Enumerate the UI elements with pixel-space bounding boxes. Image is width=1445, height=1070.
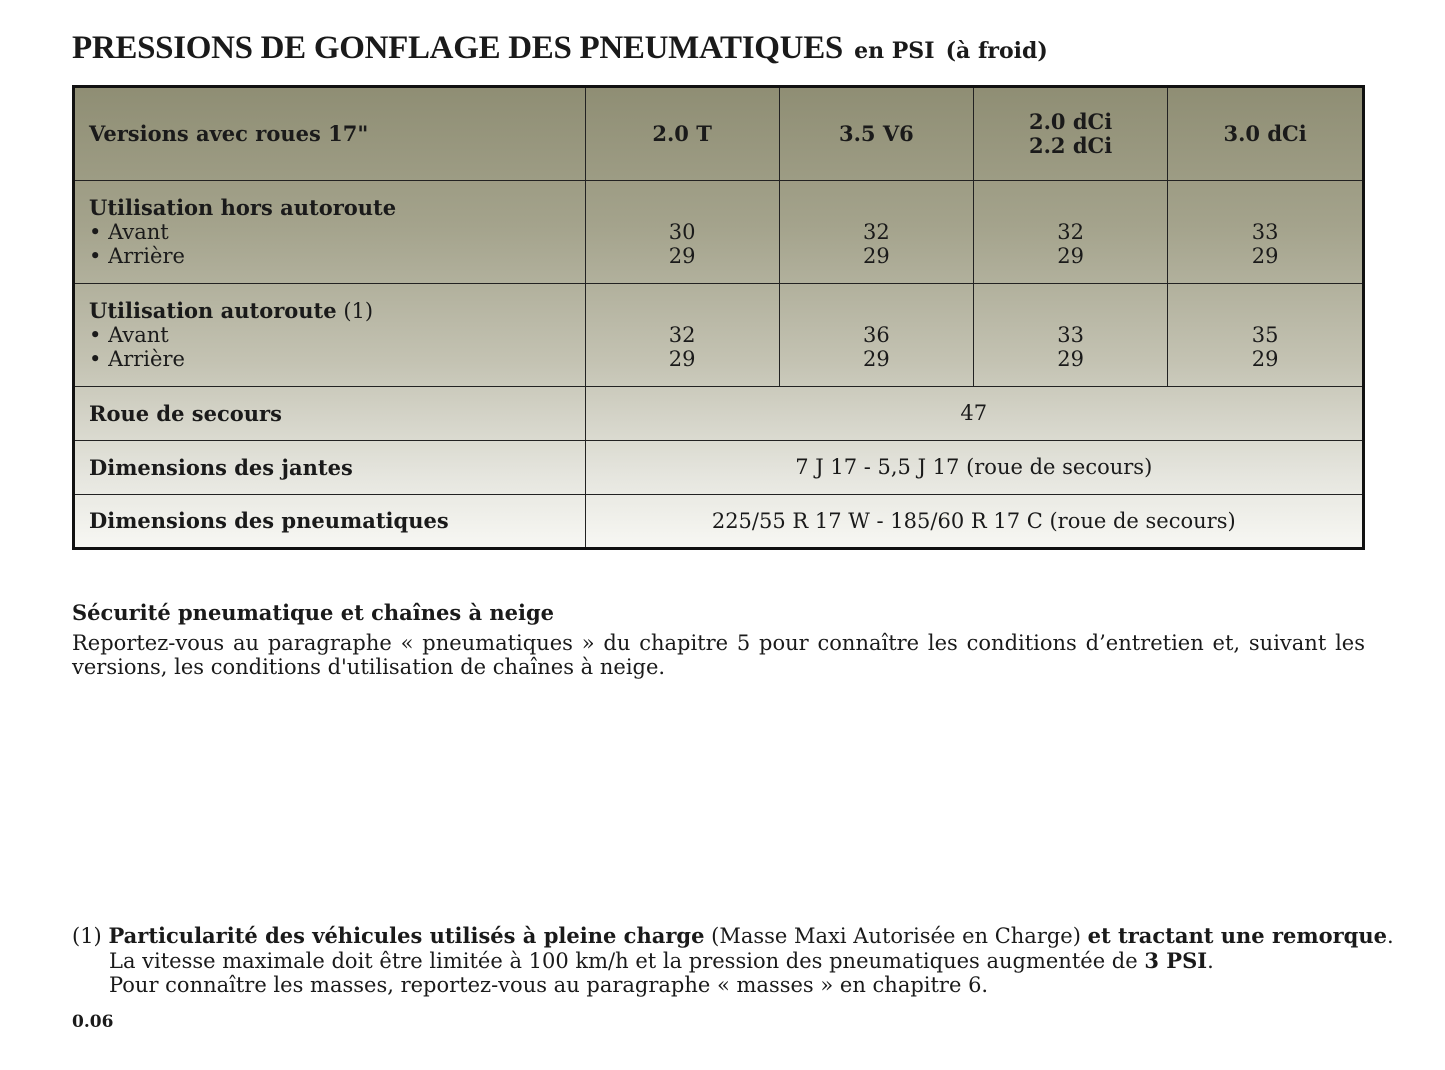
spare-label: Roue de secours (75, 386, 585, 440)
offroad-rear-label: • Arrière (89, 243, 185, 268)
footnote-normal-1: (Masse Maxi Autorisée en Charge) (711, 924, 1081, 948)
highway-rear-label: • Arrière (89, 346, 185, 371)
offroad-title: Utilisation hors autoroute (89, 194, 397, 220)
highway-cell: 35 29 (1168, 283, 1362, 386)
title-main: PRESSIONS DE GONFLAGE DES PNEUMATIQUES (72, 30, 843, 66)
header-col-2-0-dci: 2.0 dCi (1029, 108, 1113, 134)
offroad-front-label: • Avant (89, 219, 169, 244)
header-col-2-0-t: 2.0 T (585, 88, 779, 180)
header-col-3-5-v6: 3.5 V6 (779, 88, 973, 180)
header-versions-label: Versions avec roues 17" (75, 88, 585, 180)
footnote-marker: (1) (72, 924, 102, 948)
header-col-dci (974, 88, 1168, 180)
offroad-cell: 32 29 (974, 180, 1168, 283)
footnote-line-2: La vitesse maximale doit être limitée à 100 km/h et la pression des pneumatiques augmentée de 3 PSI. (109, 947, 1214, 973)
tires-value: 225/55 R 17 W - 185/60 R 17 C (roue de secours) (585, 494, 1362, 547)
footnote-bold-1: Particularité des véhicules utilisés à pleine charge (108, 923, 705, 948)
title-unit: en PSI (854, 38, 935, 64)
table-row-tires (75, 494, 1362, 547)
rims-value: 7 J 17 - 5,5 J 17 (roue de secours) (585, 440, 1362, 494)
tire-pressure-table (72, 85, 1365, 550)
offroad-cell: 30 29 (585, 180, 779, 283)
footnote-bold-2: et tractant une remorque (1087, 923, 1387, 948)
table-header-row (75, 88, 1362, 180)
safety-section-title: Sécurité pneumatique et chaînes à neige (72, 600, 555, 625)
highway-cell: 33 29 (974, 283, 1168, 386)
footnote-line-3: Pour connaître les masses, reportez-vous au paragraphe « masses » en chapitre 6. (109, 973, 989, 997)
offroad-cell: 32 29 (779, 180, 973, 283)
header-col-2-2-dci: 2.2 dCi (1029, 132, 1113, 158)
tires-label: Dimensions des pneumatiques (75, 494, 585, 547)
page-title (72, 28, 1048, 67)
spare-value: 47 (585, 386, 1362, 440)
safety-section-text: Reportez-vous au paragraphe « pneumatiques » du chapitre 5 pour connaître les conditions d’entretien et, suivant les versions, les conditions d'utilisation de chaînes à neige. (72, 631, 1365, 679)
footnote-psi: 3 PSI (1144, 947, 1208, 973)
table-row-highway (75, 283, 1362, 386)
highway-label-cell (75, 283, 585, 386)
footnote-line-1: (1) Particularité des véhicules utilisés à pleine charge (Masse Maxi Autorisée en Charge) et tractant une remorque. (72, 923, 1394, 948)
rims-label: Dimensions des jantes (75, 440, 585, 494)
page-number: 0.06 (72, 1012, 114, 1032)
table-row-rims (75, 440, 1362, 494)
highway-front-label: • Avant (89, 322, 169, 347)
footnote (72, 923, 1394, 998)
highway-title-line (89, 299, 585, 323)
highway-cell: 32 29 (585, 283, 779, 386)
highway-cell: 36 29 (779, 283, 973, 386)
table-row-spare (75, 386, 1362, 440)
table-row-offroad (75, 180, 1362, 283)
offroad-cell: 33 29 (1168, 180, 1362, 283)
highway-note-ref: (1) (343, 298, 374, 323)
title-condition: (à froid) (945, 38, 1048, 64)
offroad-label-cell (75, 180, 585, 283)
highway-title: Utilisation autoroute (89, 297, 337, 323)
header-col-3-0-dci: 3.0 dCi (1168, 88, 1362, 180)
